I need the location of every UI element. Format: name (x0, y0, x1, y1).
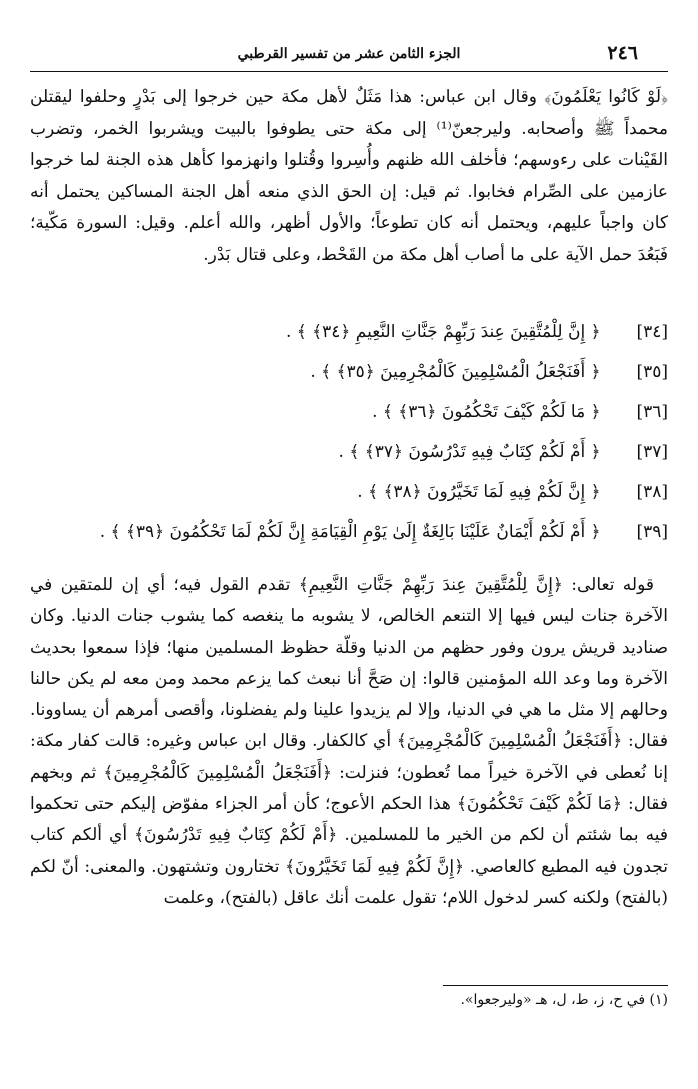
page-header (30, 40, 668, 74)
verse-36 (60, 392, 668, 432)
verse-text: ﴿ أَفَنَجْعَلُ الْمُسْلِمِينَ كَالْمُجْرِمِينَ ﴿٣٥﴾ ﴾ . (310, 362, 601, 382)
verse-list (60, 312, 668, 552)
intro-paragraph (30, 82, 668, 271)
verse-number: [٣٧] (636, 442, 668, 462)
verse-34 (60, 312, 668, 352)
verse-number: [٣٤] (636, 322, 668, 342)
header-divider (30, 71, 668, 72)
verse-text: ﴿ إِنَّ لِلْمُتَّقِينَ عِندَ رَبِّهِمْ جَنَّاتِ النَّعِيمِ ﴿٣٤﴾ ﴾ . (286, 322, 601, 342)
page-number: ٢٤٦ (607, 42, 638, 64)
footnote: (١) في ح، ز، ط، ل، هـ «وليرجعوا». (460, 992, 668, 1008)
verse-number: [٣٨] (636, 482, 668, 502)
running-title: الجزء الثامن عشر من تفسير القرطبي (237, 46, 461, 62)
verse-text: ﴿ أَمْ لَكُمْ أَيْمَانٌ عَلَيْنَا بَالِغَةٌ إِلَىٰ يَوْمِ الْقِيَامَةِ إِنَّ لَكُمْ لَمَا تَحْكُمُونَ ﴿٣٩﴾ ﴾ . (99, 522, 601, 542)
footnote-divider (443, 985, 668, 986)
verse-text: ﴿ أَمْ لَكُمْ كِتَابٌ فِيهِ تَدْرُسُونَ ﴿٣٧﴾ ﴾ . (338, 442, 601, 462)
commentary-text: قوله تعالى: ﴿إِنَّ لِلْمُتَّقِينَ عِندَ رَبِّهِمْ جَنَّاتِ النَّعِيمِ﴾ تقدم القول فيه؛ أي إن للمتقين في الآخرة جنات ليس فيها إلا التنعم الخالص، لا يشوبه ما ينغصه كما يشوب جنات الدنيا. وكان صناديد قريش يرون وفور حظهم من الدنيا وقلّة حظوظ المسلمين منها؛ فإذا سمعوا بحديث الآخرة وما وعد الله المؤمنين قالوا: إن صَحَّ أنا نبعث كما يزعم محمد ومن معه لم يكن حالنا وحالهم إلا مثل ما هي في الدنيا، وإلا لم يزيدوا علينا ولم يفضلونا، وأقصى أمرهم أن يساوونا. فقال: ﴿أَفَنَجْعَلُ الْمُسْلِمِينَ كَالْمُجْرِمِينَ﴾ أي كالكفار. وقال ابن عباس وغيره: قالت كفار مكة: إنا نُعطى في الآخرة خيراً مما تُعطون؛ فنزلت: ﴿أَفَنَجْعَلُ الْمُسْلِمِينَ كَالْمُجْرِمِينَ﴾ ثم وبخهم فقال: ﴿مَا لَكُمْ كَيْفَ تَحْكُمُونَ﴾ هذا الحكم الأعوج؛ كأن أمر الجزاء مفوّض إليكم حتى تحكموا فيه بما شئتم أن لكم من الخير ما للمسلمين. ﴿أَمْ لَكُمْ كِتَابٌ فِيهِ تَدْرُسُونَ﴾ أي ألكم كتاب تجدون فيه المطيع كالعاصي. ﴿إِنَّ لَكُمْ فِيهِ لَمَا تَخَيَّرُونَ﴾ تختارون وتشتهون. والمعنى: أنّ لكم (بالفتح) ولكنه كسر لدخول اللام؛ تقول علمت أنك عاقل (بالفتح)، وعلمت (30, 575, 668, 908)
verse-number: [٣٩] (636, 522, 668, 542)
verse-number: [٣٥] (636, 362, 668, 382)
verse-39 (60, 512, 668, 552)
verse-37 (60, 432, 668, 472)
verse-35 (60, 352, 668, 392)
verse-text: ﴿ مَا لَكُمْ كَيْفَ تَحْكُمُونَ ﴿٣٦﴾ ﴾ . (372, 402, 601, 422)
verse-text: ﴿ إِنَّ لَكُمْ فِيهِ لَمَا تَخَيَّرُونَ ﴿٣٨﴾ ﴾ . (357, 482, 601, 502)
verse-38 (60, 472, 668, 512)
intro-text: ﴿لَوْ كَانُوا يَعْلَمُونَ﴾ وقال ابن عباس: هذا مَثَلٌ لأهل مكة حين خرجوا إلى بَدْرٍ وحلفوا ليقتلن محمداً ﷺ وأصحابه. وليرجعنّ⁽¹⁾ إلى مكة حتى يطوفوا بالبيت ويشربوا الخمر، وتضرب القَيْنات على رءوسهم؛ فأخلف الله ظنهم وأُسِروا وقُتلوا وانهزموا كأهل هذه الجنة لما خرجوا عازمين على الصِّرام فخابوا. ثم قيل: إن الحق الذي منعه أهل الجنة المساكين يحتمل أنه كان واجباً عليهم، ويحتمل أنه كان تطوعاً؛ والأول أظهر، والله أعلم. وقيل: السورة مَكّية؛ فَبَعُدَ حمل الآية على ما أصاب أهل مكة من القَحْط، وعلى قتال بَدْر. (30, 87, 668, 265)
commentary-section (30, 570, 668, 914)
verse-number: [٣٦] (636, 402, 668, 422)
